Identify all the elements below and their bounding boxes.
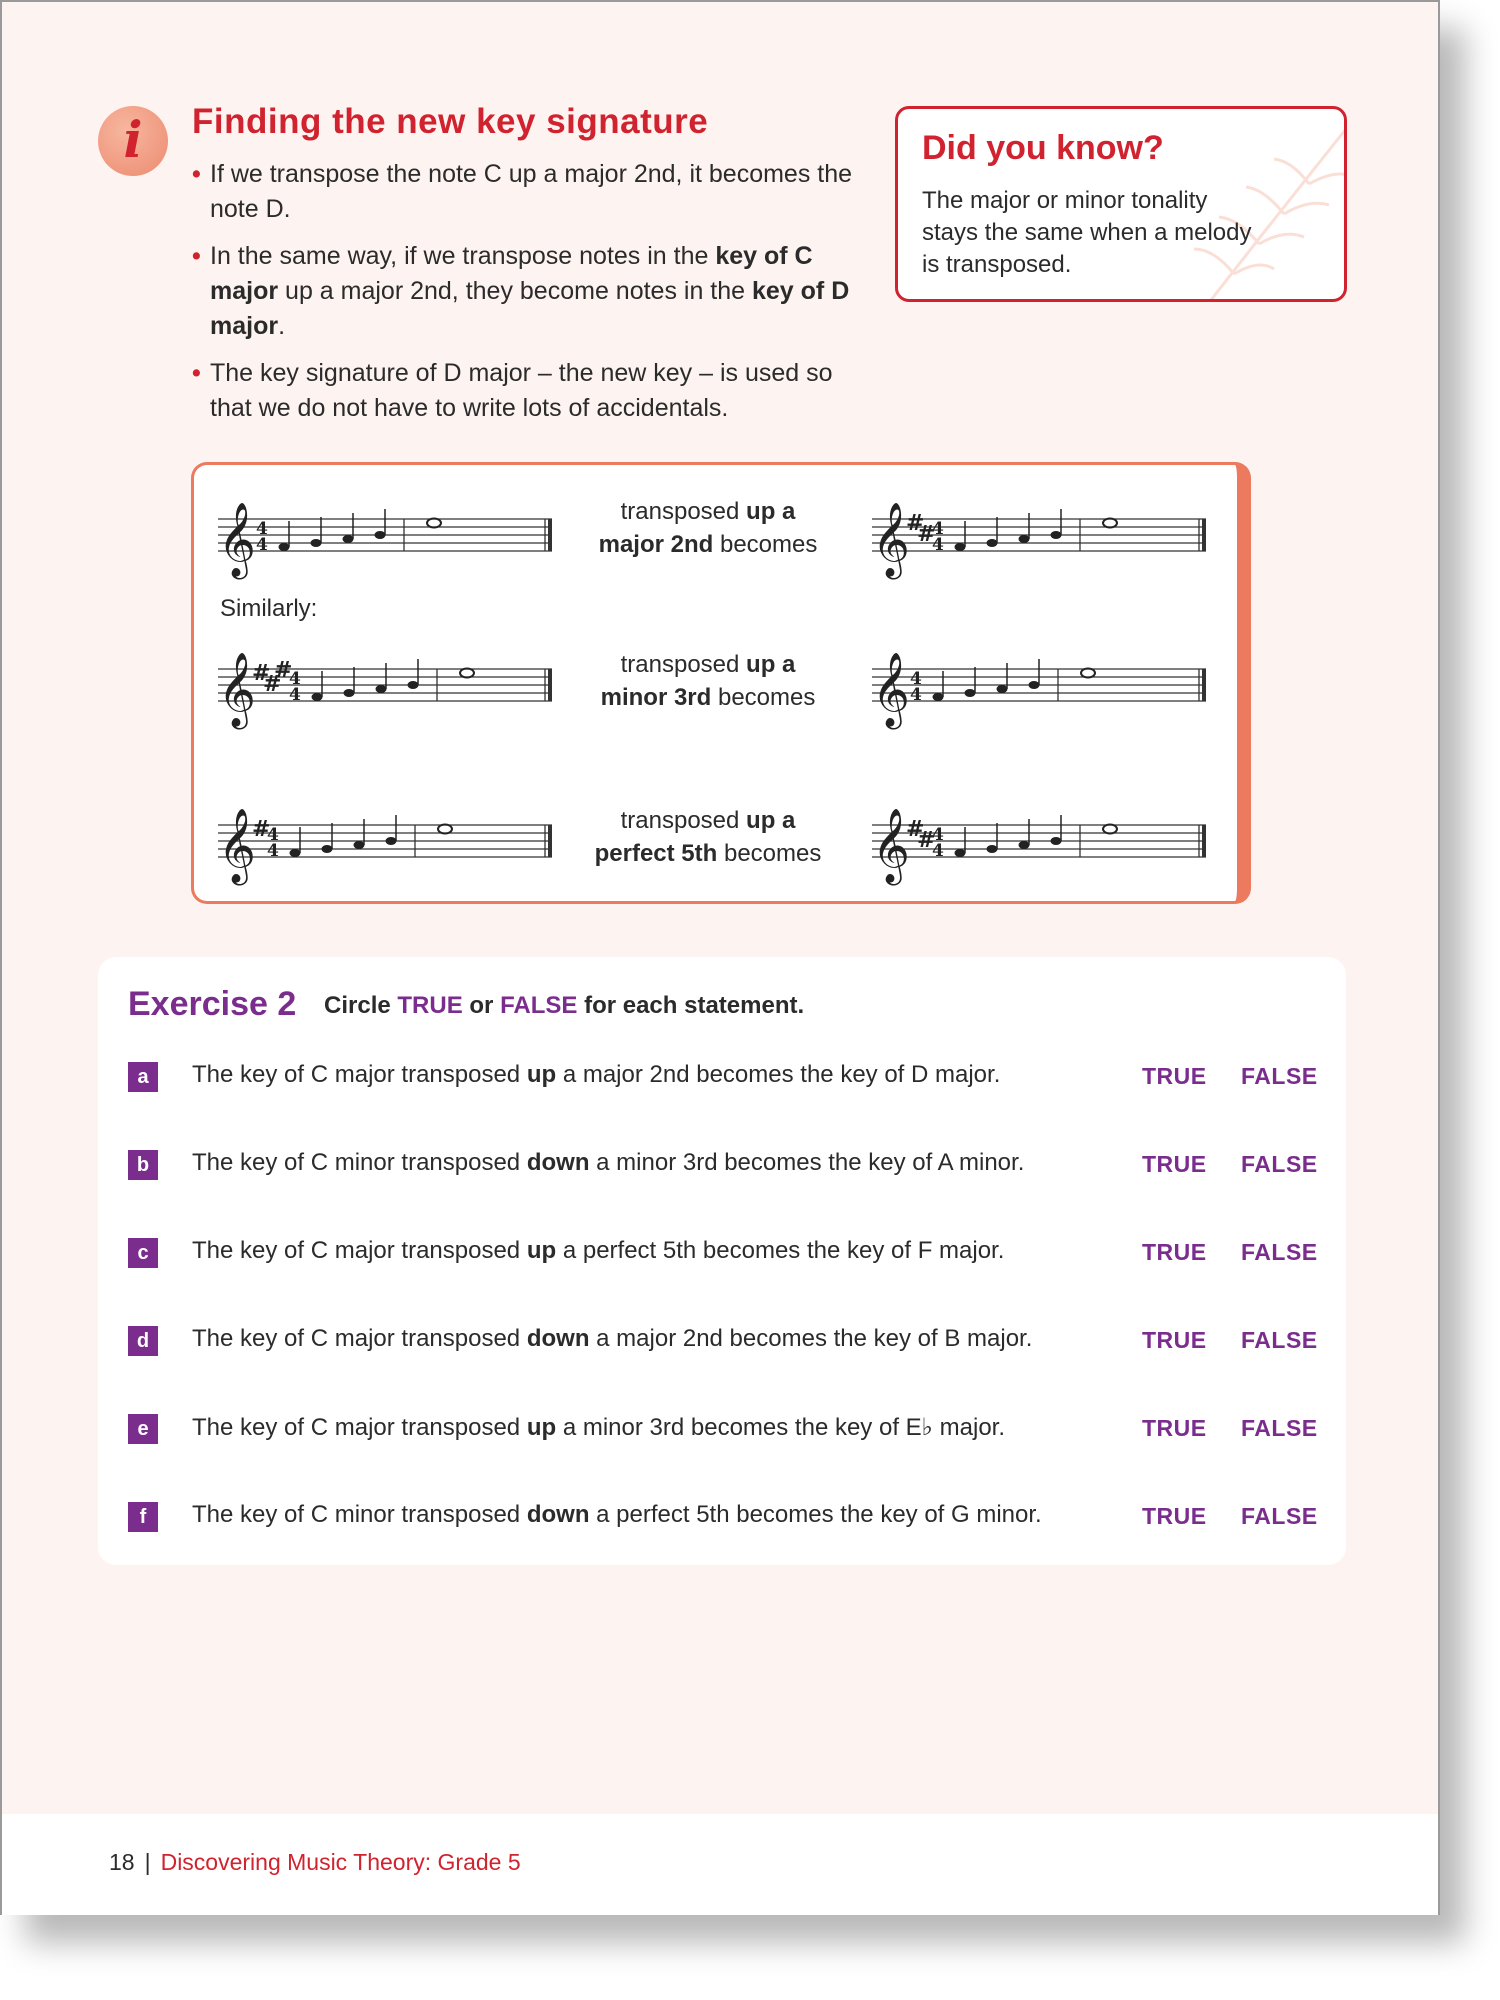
footer: [109, 1849, 521, 1876]
true-option[interactable]: TRUE: [1142, 1151, 1207, 1177]
treble-clef: 𝄞: [872, 503, 910, 577]
quarter-note-head: [408, 681, 419, 689]
sharp-sign: #: [906, 511, 925, 536]
exercise-row: [128, 1497, 1328, 1537]
exercise-row: [128, 1145, 1328, 1185]
quarter-note-head: [1019, 841, 1030, 849]
whole-note: [438, 825, 452, 834]
exercise-instruction: Circle TRUE or FALSE for each statement.: [324, 992, 805, 1019]
quarter-note-head: [312, 693, 323, 701]
statement-direction: down: [526, 1501, 590, 1528]
staff-row1-original: [216, 497, 556, 587]
time-signature-top: 4: [256, 519, 268, 539]
statement-letter-badge: a: [128, 1062, 158, 1092]
footer-separator: |: [144, 1849, 151, 1875]
statement-direction: up: [526, 1414, 557, 1441]
statement-text: The key of C major transposed up a perfect 5th becomes the key of F major.: [192, 1237, 1005, 1264]
time-signature-bottom: 4: [910, 685, 922, 705]
whole-note: [1081, 669, 1095, 678]
info-icon-glyph: i: [123, 110, 143, 169]
exercise-row: [128, 1057, 1328, 1097]
quarter-note-head: [322, 845, 333, 853]
quarter-note-head: [955, 849, 966, 857]
treble-clef: 𝄞: [872, 653, 910, 727]
sharp-sign: #: [917, 828, 936, 853]
statement-text: The key of C minor transposed down a perfect 5th becomes the key of G minor.: [192, 1501, 1042, 1528]
statement-letter-badge: e: [128, 1414, 158, 1444]
time-signature-top: 4: [932, 519, 944, 539]
staff-row2-transposed: [870, 647, 1210, 737]
statement-letter-badge: c: [128, 1238, 158, 1268]
info-bullet-2: • In the same way, if we transpose notes in the key of C major up a major 2nd, they become notes in the key of D major.: [192, 239, 872, 344]
false-option[interactable]: FALSE: [1241, 1415, 1318, 1441]
quarter-note-head: [987, 539, 998, 547]
time-signature-bottom: 4: [932, 841, 944, 861]
statement-direction: up: [526, 1237, 557, 1264]
quarter-note-head: [933, 693, 944, 701]
time-signature-bottom: 4: [256, 535, 268, 555]
did-you-know-title: Did you know?: [922, 129, 1164, 167]
book-title: Discovering Music Theory: Grade 5: [160, 1849, 521, 1875]
staff-row3-original: [216, 803, 556, 893]
false-option[interactable]: FALSE: [1241, 1503, 1318, 1529]
statement-letter-badge: d: [128, 1326, 158, 1356]
did-you-know-text: The major or minor tonality stays the same when a melody is transposed.: [922, 187, 1252, 278]
quarter-note-head: [344, 689, 355, 697]
key-of-d-major: key of D major: [210, 277, 850, 340]
sharp-sign: #: [917, 522, 936, 547]
treble-clef: 𝄞: [218, 653, 256, 727]
statement-text: The key of C minor transposed down a minor 3rd becomes the key of A minor.: [192, 1149, 1025, 1176]
quarter-note-head: [311, 539, 322, 547]
quarter-note-head: [376, 685, 387, 693]
exercise-row: [128, 1409, 1328, 1449]
info-title: Finding the new key signature: [192, 102, 709, 141]
statement-direction: down: [526, 1149, 590, 1176]
treble-clef: 𝄞: [872, 809, 910, 883]
exercise-panel: [98, 957, 1346, 1565]
time-signature-bottom: 4: [289, 685, 301, 705]
similarly-label: Similarly:: [220, 595, 318, 622]
sharp-sign: #: [263, 672, 282, 697]
exercise-row: [128, 1233, 1328, 1273]
info-i-icon: [98, 106, 168, 176]
quarter-note-head: [987, 845, 998, 853]
staff-row2-original: [216, 647, 556, 737]
quarter-note-head: [955, 543, 966, 551]
quarter-note-head: [279, 543, 290, 551]
quarter-note-head: [290, 849, 301, 857]
true-option[interactable]: TRUE: [1142, 1415, 1207, 1441]
quarter-note-head: [1029, 681, 1040, 689]
quarter-note-head: [354, 841, 365, 849]
whole-note: [1103, 825, 1117, 834]
quarter-note-head: [386, 837, 397, 845]
time-signature-bottom: 4: [932, 535, 944, 555]
statement-direction: up: [526, 1061, 557, 1088]
false-option[interactable]: FALSE: [1241, 1239, 1318, 1265]
time-signature-top: 4: [932, 825, 944, 845]
true-option[interactable]: TRUE: [1142, 1503, 1207, 1529]
example-caption-2: transposed up a minor 3rd becomes: [600, 651, 816, 711]
quarter-note-head: [997, 685, 1008, 693]
true-option[interactable]: TRUE: [1142, 1239, 1207, 1265]
did-you-know-box: [895, 106, 1347, 302]
treble-clef: 𝄞: [218, 809, 256, 883]
key-of-c-major: key of C major: [210, 242, 813, 305]
false-option[interactable]: FALSE: [1241, 1063, 1318, 1089]
sharp-sign: #: [274, 658, 293, 683]
example-caption-3: transposed up a perfect 5th becomes: [594, 807, 822, 867]
staff-row3-transposed: [870, 803, 1210, 893]
exercise-heading: Exercise 2: [128, 985, 297, 1023]
statement-text: The key of C major transposed up a major 2nd becomes the key of D major.: [192, 1061, 1001, 1088]
quarter-note-head: [343, 535, 354, 543]
whole-note: [460, 669, 474, 678]
sharp-sign: #: [252, 817, 271, 842]
sharp-sign: #: [906, 817, 925, 842]
statement-letter-badge: f: [128, 1502, 158, 1532]
staff-row1-transposed: [870, 497, 1210, 587]
statement-direction: down: [526, 1325, 590, 1352]
statement-text: The key of C major transposed up a minor 3rd becomes the key of E♭ major.: [192, 1414, 1006, 1441]
quarter-note-head: [965, 689, 976, 697]
quarter-note-head: [375, 531, 386, 539]
treble-clef: 𝄞: [218, 503, 256, 577]
quarter-note-head: [1051, 531, 1062, 539]
info-bullet-3: • The key signature of D major – the new key – is used so that we do not have to write lots of accidentals.: [192, 356, 872, 426]
time-signature-top: 4: [289, 669, 301, 689]
statement-text: The key of C major transposed down a major 2nd becomes the key of B major.: [192, 1325, 1033, 1352]
sharp-sign: #: [252, 661, 271, 686]
time-signature-top: 4: [910, 669, 922, 689]
info-list: [192, 157, 872, 438]
time-signature-bottom: 4: [267, 841, 279, 861]
transposition-examples-box: [191, 462, 1251, 904]
whole-note: [1103, 519, 1117, 528]
info-bullet-1: • If we transpose the note C up a major 2nd, it becomes the note D.: [192, 157, 872, 227]
false-option[interactable]: FALSE: [1241, 1327, 1318, 1353]
quarter-note-head: [1051, 837, 1062, 845]
whole-note: [427, 519, 441, 528]
exercise-row: [128, 1321, 1328, 1361]
example-caption-1: transposed up a major 2nd becomes: [598, 498, 818, 558]
statement-letter-badge: b: [128, 1150, 158, 1180]
time-signature-top: 4: [267, 825, 279, 845]
page-number: 18: [109, 1849, 135, 1875]
false-option[interactable]: FALSE: [1241, 1151, 1318, 1177]
true-option[interactable]: TRUE: [1142, 1327, 1207, 1353]
true-option[interactable]: TRUE: [1142, 1063, 1207, 1089]
quarter-note-head: [1019, 535, 1030, 543]
